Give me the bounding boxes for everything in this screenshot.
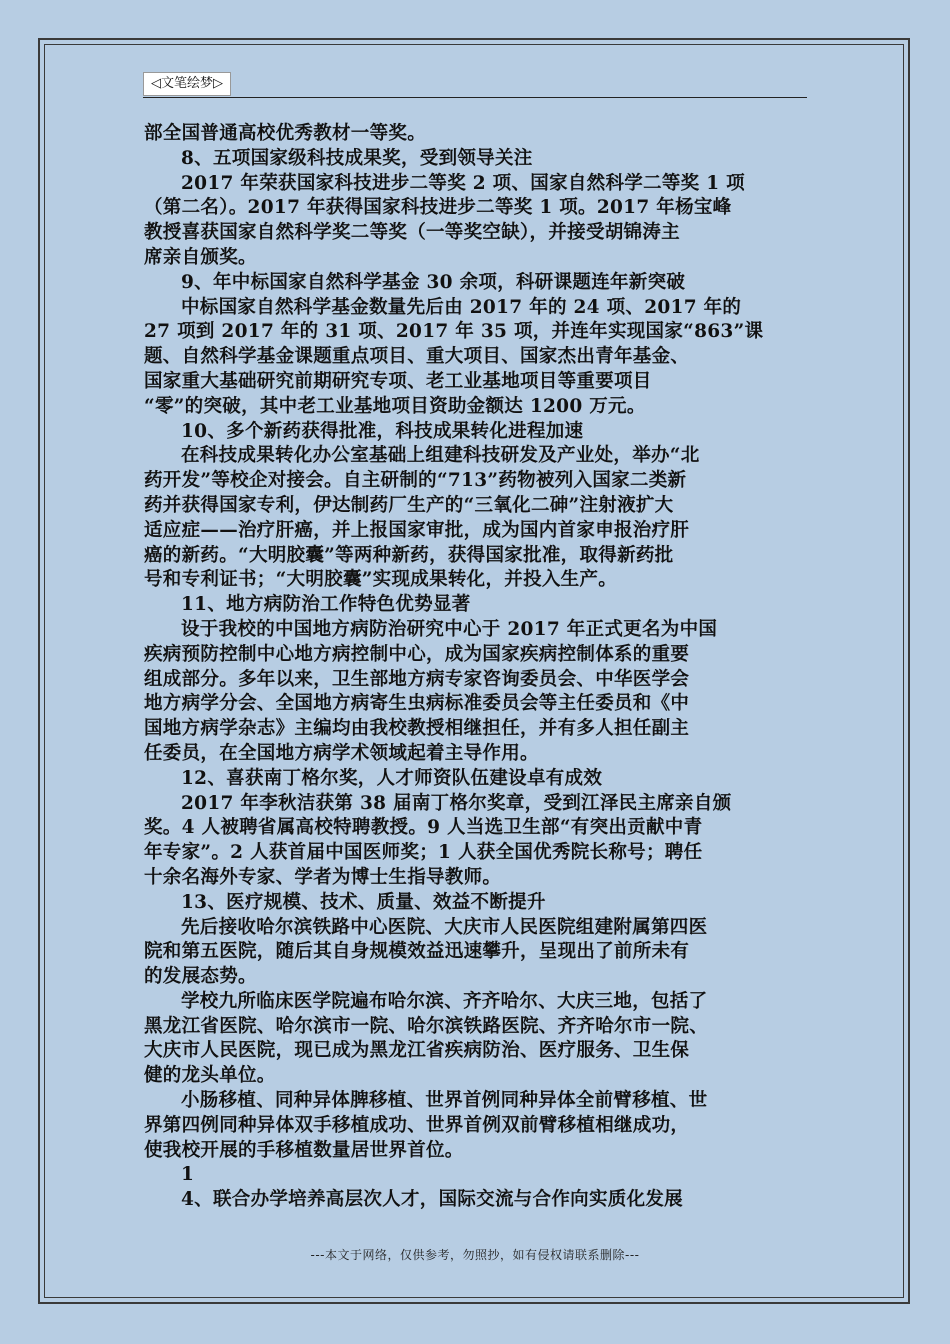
document-body — [144, 122, 808, 1213]
text-line: 12、喜获南丁格尔奖，人才师资队伍建设卓有成效 — [181, 767, 603, 789]
text-line: 院和第五医院，随后其自身规模效益迅速攀升，呈现出了前所未有 — [144, 941, 690, 963]
text-line: 药并获得国家专利，伊达制药厂生产的“三氧化二砷”注射液扩大 — [144, 494, 674, 516]
text-line: 27 项到 2017 年的 31 项、2017 年 35 项，并连年实现国家“863”课 — [144, 321, 764, 343]
text-line: 黑龙江省医院、哈尔滨市一院、哈尔滨铁路医院、齐齐哈尔市一院、 — [144, 1015, 709, 1037]
header-rule — [143, 97, 807, 98]
text-line: 十余名海外专家、学者为博士生指导教师。 — [144, 866, 502, 888]
text-line: 设于我校的中国地方病防治研究中心于 2017 年正式更名为中国 — [181, 618, 718, 640]
header-logo: ◁文笔绘梦▷ — [143, 72, 231, 96]
text-line: 国地方病学杂志》主编均由我校教授相继担任，并有多人担任副主 — [144, 718, 690, 740]
text-line: 奖。4 人被聘省属高校特聘教授。9 人当选卫生部“有突出贡献中青 — [144, 817, 703, 839]
text-line: 使我校开展的手移植数量居世界首位。 — [144, 1139, 464, 1161]
text-line: 2017 年李秋洁获第 38 届南丁格尔奖章，受到江泽民主席亲自颁 — [181, 792, 732, 814]
text-line: 部全国普通高校优秀教材一等奖。 — [144, 123, 427, 144]
text-line: 号和专利证书；“大明胶囊”实现成果转化，并投入生产。 — [144, 569, 618, 591]
text-line: 4、联合办学培养高层次人才，国际交流与合作向实质化发展 — [181, 1189, 683, 1211]
text-line: 席亲自颁奖。 — [144, 246, 257, 268]
text-line: （第二名）。2017 年获得国家科技进步二等奖 1 项。2017 年杨宝峰 — [144, 197, 732, 219]
text-line: 题、自然科学基金课题重点项目、重大项目、国家杰出青年基金、 — [144, 346, 690, 368]
text-line: 10、多个新药获得批准，科技成果转化进程加速 — [181, 420, 584, 442]
text-line: 1 — [181, 1164, 195, 1186]
text-line: 13、医疗规模、技术、质量、效益不断提升 — [181, 891, 546, 913]
text-line: 大庆市人民医院，现已成为黑龙江省疾病防治、医疗服务、卫生保 — [144, 1040, 690, 1062]
text-line: 2017 年荣获国家科技进步二等奖 2 项、国家自然科学二等奖 1 项 — [181, 172, 745, 194]
text-line: 中标国家自然科学基金数量先后由 2017 年的 24 项、2017 年的 — [181, 296, 742, 318]
text-line: 癌的新药。“大明胶囊”等两种新药，获得国家批准，取得新药批 — [144, 544, 674, 566]
text-line: 11、地方病防治工作特色优势显著 — [181, 594, 471, 616]
footer-disclaimer: ---本文于网络，仅供参考，勿照抄，如有侵权请联系删除--- — [310, 1248, 640, 1262]
text-line: 的发展态势。 — [144, 966, 257, 988]
text-line: 国家重大基础研究前期研究专项、老工业基地项目等重要项目 — [144, 370, 652, 392]
text-line: 任委员，在全国地方病学术领域起着主导作用。 — [144, 742, 539, 764]
text-line: 健的龙头单位。 — [144, 1065, 276, 1087]
text-line: 药开发”等校企对接会。自主研制的“713”药物被列入国家二类新 — [144, 470, 687, 492]
text-line: 组成部分。多年以来，卫生部地方病专家咨询委员会、中华医学会 — [144, 668, 690, 690]
text-line: “零”的突破，其中老工业基地项目资助金额达 1200 万元。 — [144, 395, 646, 417]
text-line: 疾病预防控制中心地方病控制中心，成为国家疾病控制体系的重要 — [144, 643, 690, 665]
text-line: 9、年中标国家自然科学基金 30 余项，科研课题连年新突破 — [181, 271, 686, 293]
text-line: 学校九所临床医学院遍布哈尔滨、齐齐哈尔、大庆三地，包括了 — [181, 990, 708, 1012]
text-line: 8、五项国家级科技成果奖，受到领导关注 — [181, 147, 533, 169]
text-line: 适应症——治疗肝癌，并上报国家审批，成为国内首家申报治疗肝 — [144, 519, 690, 541]
text-line: 在科技成果转化办公室基础上组建科技研发及产业处，举办“北 — [181, 445, 700, 467]
text-line: 年专家”。2 人获首届中国医师奖；1 人获全国优秀院长称号；聘任 — [144, 842, 703, 864]
text-line: 地方病学分会、全国地方病寄生虫病标准委员会等主任委员和《中 — [144, 693, 690, 715]
text-line: 小肠移植、同种异体脾移植、世界首例同种异体全前臂移植、世 — [181, 1090, 708, 1112]
text-line: 界第四例同种异体双手移植成功、世界首例双前臂移植相继成功， — [144, 1114, 690, 1136]
text-line: 教授喜获国家自然科学奖二等奖（一等奖空缺），并接受胡锦涛主 — [144, 222, 680, 244]
text-line: 先后接收哈尔滨铁路中心医院、大庆市人民医院组建附属第四医 — [181, 916, 708, 938]
